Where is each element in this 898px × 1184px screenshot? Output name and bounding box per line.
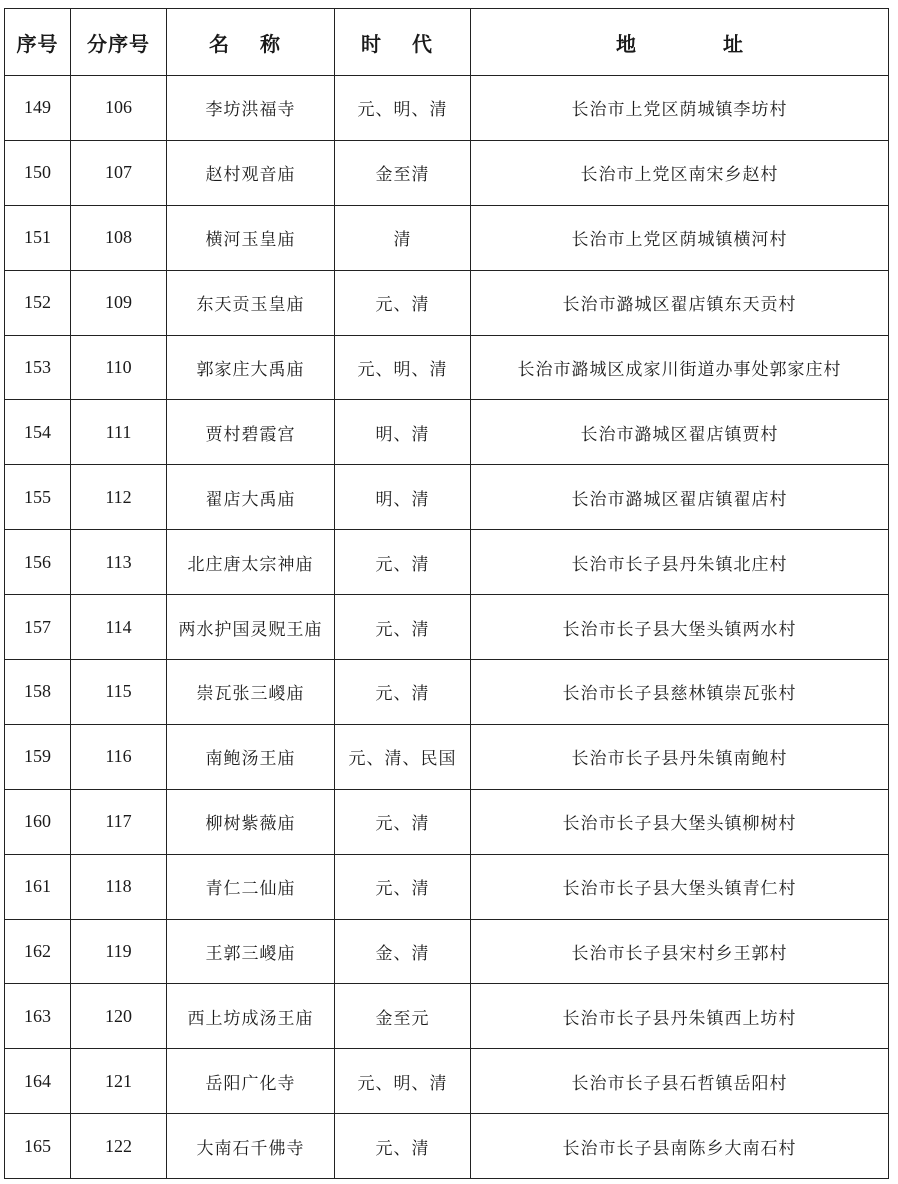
table-row xyxy=(5,335,889,400)
cell-sub-serial-number: 111 xyxy=(71,400,167,465)
cell-address: 长治市潞城区翟店镇东天贡村 xyxy=(471,270,889,335)
cell-name: 王郭三嵕庙 xyxy=(167,919,335,984)
cell-name: 赵村观音庙 xyxy=(167,140,335,205)
cell-era: 清 xyxy=(335,205,471,270)
cell-era: 明、清 xyxy=(335,465,471,530)
cell-name: 横河玉皇庙 xyxy=(167,205,335,270)
table-row xyxy=(5,465,889,530)
cell-name: 北庄唐太宗神庙 xyxy=(167,530,335,595)
cell-sub-serial-number: 115 xyxy=(71,660,167,725)
cell-sub-serial-number: 116 xyxy=(71,724,167,789)
cell-name: 大南石千佛寺 xyxy=(167,1114,335,1179)
cell-name: 翟店大禹庙 xyxy=(167,465,335,530)
header-sub-serial-number: 分序号 xyxy=(71,9,167,76)
cell-address: 长治市长子县南陈乡大南石村 xyxy=(471,1114,889,1179)
header-address: 地 址 xyxy=(471,9,889,76)
cell-address: 长治市上党区荫城镇李坊村 xyxy=(471,76,889,141)
cell-address: 长治市长子县丹朱镇南鲍村 xyxy=(471,724,889,789)
cell-era: 元、清 xyxy=(335,270,471,335)
cell-name: 柳树紫薇庙 xyxy=(167,789,335,854)
cell-address: 长治市潞城区翟店镇翟店村 xyxy=(471,465,889,530)
cell-serial-number: 158 xyxy=(5,660,71,725)
cell-sub-serial-number: 108 xyxy=(71,205,167,270)
cell-name: 西上坊成汤王庙 xyxy=(167,984,335,1049)
cell-era: 金、清 xyxy=(335,919,471,984)
cell-address: 长治市长子县丹朱镇北庄村 xyxy=(471,530,889,595)
cell-era: 元、清 xyxy=(335,660,471,725)
cell-name: 郭家庄大禹庙 xyxy=(167,335,335,400)
cell-sub-serial-number: 114 xyxy=(71,595,167,660)
table-row xyxy=(5,1114,889,1179)
table-row xyxy=(5,595,889,660)
cell-sub-serial-number: 118 xyxy=(71,854,167,919)
table-row xyxy=(5,1049,889,1114)
cell-sub-serial-number: 113 xyxy=(71,530,167,595)
cell-name: 东天贡玉皇庙 xyxy=(167,270,335,335)
cell-era: 元、清 xyxy=(335,789,471,854)
cell-sub-serial-number: 110 xyxy=(71,335,167,400)
table-row xyxy=(5,660,889,725)
heritage-site-list xyxy=(4,8,888,1179)
cell-address: 长治市潞城区翟店镇贾村 xyxy=(471,400,889,465)
table-row xyxy=(5,76,889,141)
cell-sub-serial-number: 119 xyxy=(71,919,167,984)
table-row xyxy=(5,789,889,854)
cell-serial-number: 157 xyxy=(5,595,71,660)
cell-serial-number: 152 xyxy=(5,270,71,335)
table-header-row xyxy=(5,9,889,76)
header-era: 时 代 xyxy=(335,9,471,76)
table-row xyxy=(5,205,889,270)
cell-name: 崇瓦张三嵕庙 xyxy=(167,660,335,725)
cell-era: 元、清 xyxy=(335,1114,471,1179)
heritage-table xyxy=(4,8,889,1179)
cell-serial-number: 160 xyxy=(5,789,71,854)
cell-serial-number: 155 xyxy=(5,465,71,530)
cell-name: 两水护国灵贶王庙 xyxy=(167,595,335,660)
cell-sub-serial-number: 112 xyxy=(71,465,167,530)
cell-sub-serial-number: 122 xyxy=(71,1114,167,1179)
table-row xyxy=(5,140,889,205)
table-row xyxy=(5,400,889,465)
cell-sub-serial-number: 121 xyxy=(71,1049,167,1114)
cell-sub-serial-number: 117 xyxy=(71,789,167,854)
cell-era: 明、清 xyxy=(335,400,471,465)
header-serial-number: 序号 xyxy=(5,9,71,76)
cell-serial-number: 156 xyxy=(5,530,71,595)
cell-name: 南鲍汤王庙 xyxy=(167,724,335,789)
cell-serial-number: 164 xyxy=(5,1049,71,1114)
cell-address: 长治市长子县大堡头镇柳树村 xyxy=(471,789,889,854)
cell-address: 长治市长子县大堡头镇两水村 xyxy=(471,595,889,660)
cell-address: 长治市长子县慈林镇崇瓦张村 xyxy=(471,660,889,725)
cell-address: 长治市上党区荫城镇横河村 xyxy=(471,205,889,270)
cell-address: 长治市长子县宋村乡王郭村 xyxy=(471,919,889,984)
cell-serial-number: 151 xyxy=(5,205,71,270)
table-row xyxy=(5,984,889,1049)
cell-sub-serial-number: 109 xyxy=(71,270,167,335)
table-row xyxy=(5,724,889,789)
cell-era: 元、清 xyxy=(335,530,471,595)
cell-era: 金至清 xyxy=(335,140,471,205)
cell-serial-number: 154 xyxy=(5,400,71,465)
cell-name: 青仁二仙庙 xyxy=(167,854,335,919)
table-row xyxy=(5,530,889,595)
cell-name: 贾村碧霞宫 xyxy=(167,400,335,465)
header-name: 名 称 xyxy=(167,9,335,76)
cell-serial-number: 149 xyxy=(5,76,71,141)
cell-serial-number: 163 xyxy=(5,984,71,1049)
cell-serial-number: 161 xyxy=(5,854,71,919)
cell-address: 长治市长子县石哲镇岳阳村 xyxy=(471,1049,889,1114)
cell-address: 长治市长子县丹朱镇西上坊村 xyxy=(471,984,889,1049)
cell-sub-serial-number: 120 xyxy=(71,984,167,1049)
cell-era: 元、清 xyxy=(335,854,471,919)
cell-address: 长治市长子县大堡头镇青仁村 xyxy=(471,854,889,919)
cell-serial-number: 165 xyxy=(5,1114,71,1179)
cell-era: 金至元 xyxy=(335,984,471,1049)
cell-serial-number: 153 xyxy=(5,335,71,400)
cell-address: 长治市上党区南宋乡赵村 xyxy=(471,140,889,205)
table-row xyxy=(5,854,889,919)
cell-name: 岳阳广化寺 xyxy=(167,1049,335,1114)
cell-serial-number: 159 xyxy=(5,724,71,789)
cell-era: 元、清 xyxy=(335,595,471,660)
cell-address: 长治市潞城区成家川街道办事处郭家庄村 xyxy=(471,335,889,400)
table-row xyxy=(5,270,889,335)
cell-era: 元、明、清 xyxy=(335,76,471,141)
cell-serial-number: 162 xyxy=(5,919,71,984)
cell-sub-serial-number: 107 xyxy=(71,140,167,205)
cell-name: 李坊洪福寺 xyxy=(167,76,335,141)
cell-sub-serial-number: 106 xyxy=(71,76,167,141)
cell-era: 元、清、民国 xyxy=(335,724,471,789)
cell-serial-number: 150 xyxy=(5,140,71,205)
cell-era: 元、明、清 xyxy=(335,335,471,400)
table-row xyxy=(5,919,889,984)
cell-era: 元、明、清 xyxy=(335,1049,471,1114)
